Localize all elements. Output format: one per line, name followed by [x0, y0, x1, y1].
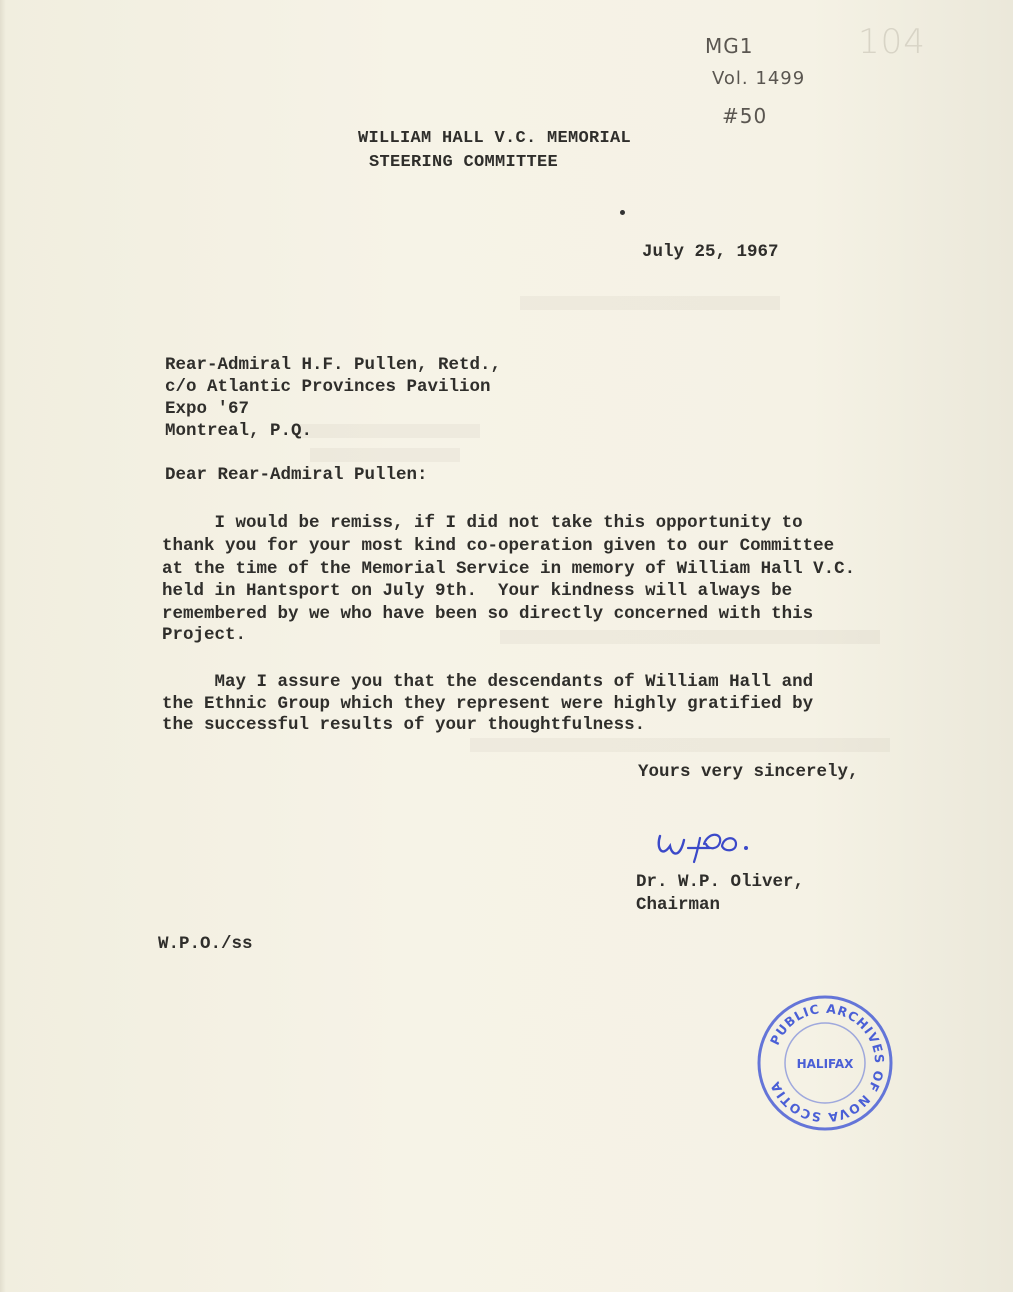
salutation: Dear Rear-Admiral Pullen: [165, 465, 428, 485]
closing: Yours very sincerely, [638, 762, 859, 782]
letter-date: July 25, 1967 [642, 242, 779, 262]
paragraph-2-line-2: the Ethnic Group which they represent were highly gratified by [162, 694, 814, 714]
signer-title: Chairman [636, 895, 721, 915]
signature-stroke-loop [704, 835, 720, 849]
paragraph-2-line-1: May I assure you that the descendants of William Hall and [162, 672, 814, 692]
paragraph-2-line-3: the successful results of your thoughtfulness. [162, 715, 646, 735]
recipient-line-1: Rear-Admiral H.F. Pullen, Retd., [165, 355, 502, 375]
signer-name: Dr. W.P. Oliver, [636, 872, 805, 892]
ink-speck [620, 210, 625, 215]
stamp-center-text: HALIFAX [796, 1057, 854, 1071]
show-through-mark [310, 448, 460, 462]
letterhead-line-1: WILLIAM HALL V.C. MEMORIAL [358, 129, 632, 148]
archive-note-mg: MG1 [705, 34, 754, 58]
recipient-line-4: Montreal, P.Q. [165, 421, 313, 441]
signature-dot [744, 846, 748, 850]
paragraph-1-line-2: thank you for your most kind co-operation given to our Committee [162, 536, 835, 556]
archive-note-number: #50 [722, 104, 768, 128]
signature-stroke-p [688, 838, 710, 862]
page-edge-shadow [0, 0, 6, 1292]
reference-initials: W.P.O./ss [158, 934, 253, 954]
show-through-mark [300, 424, 480, 438]
show-through-mark [500, 630, 880, 644]
letterhead-line-2: STEERING COMMITTEE [369, 153, 559, 172]
recipient-line-3: Expo '67 [165, 399, 250, 419]
stamp-outer-text: PUBLIC ARCHIVES OF NOVA SCOTIA [766, 1000, 888, 1126]
recipient-line-2: c/o Atlantic Provinces Pavilion [165, 377, 491, 397]
paragraph-1-line-6: Project. [162, 625, 247, 645]
show-through-mark [520, 296, 780, 310]
paragraph-1-line-1: I would be remiss, if I did not take this opportunity to [162, 513, 803, 533]
show-through-mark [470, 738, 890, 752]
archive-note-volume: Vol. 1499 [712, 68, 806, 89]
signature [650, 818, 770, 868]
archive-stamp [755, 993, 895, 1133]
paragraph-1-line-3: at the time of the Memorial Service in memory of William Hall V.C. [162, 559, 856, 579]
signature-stroke-o [722, 838, 736, 850]
paragraph-1-line-5: remembered by we who have been so directly concerned with this [162, 604, 814, 624]
archive-page-number: 104 [858, 22, 926, 62]
paragraph-1-line-4: held in Hantsport on July 9th. Your kindness will always be [162, 581, 793, 601]
signature-stroke-w [659, 836, 684, 854]
